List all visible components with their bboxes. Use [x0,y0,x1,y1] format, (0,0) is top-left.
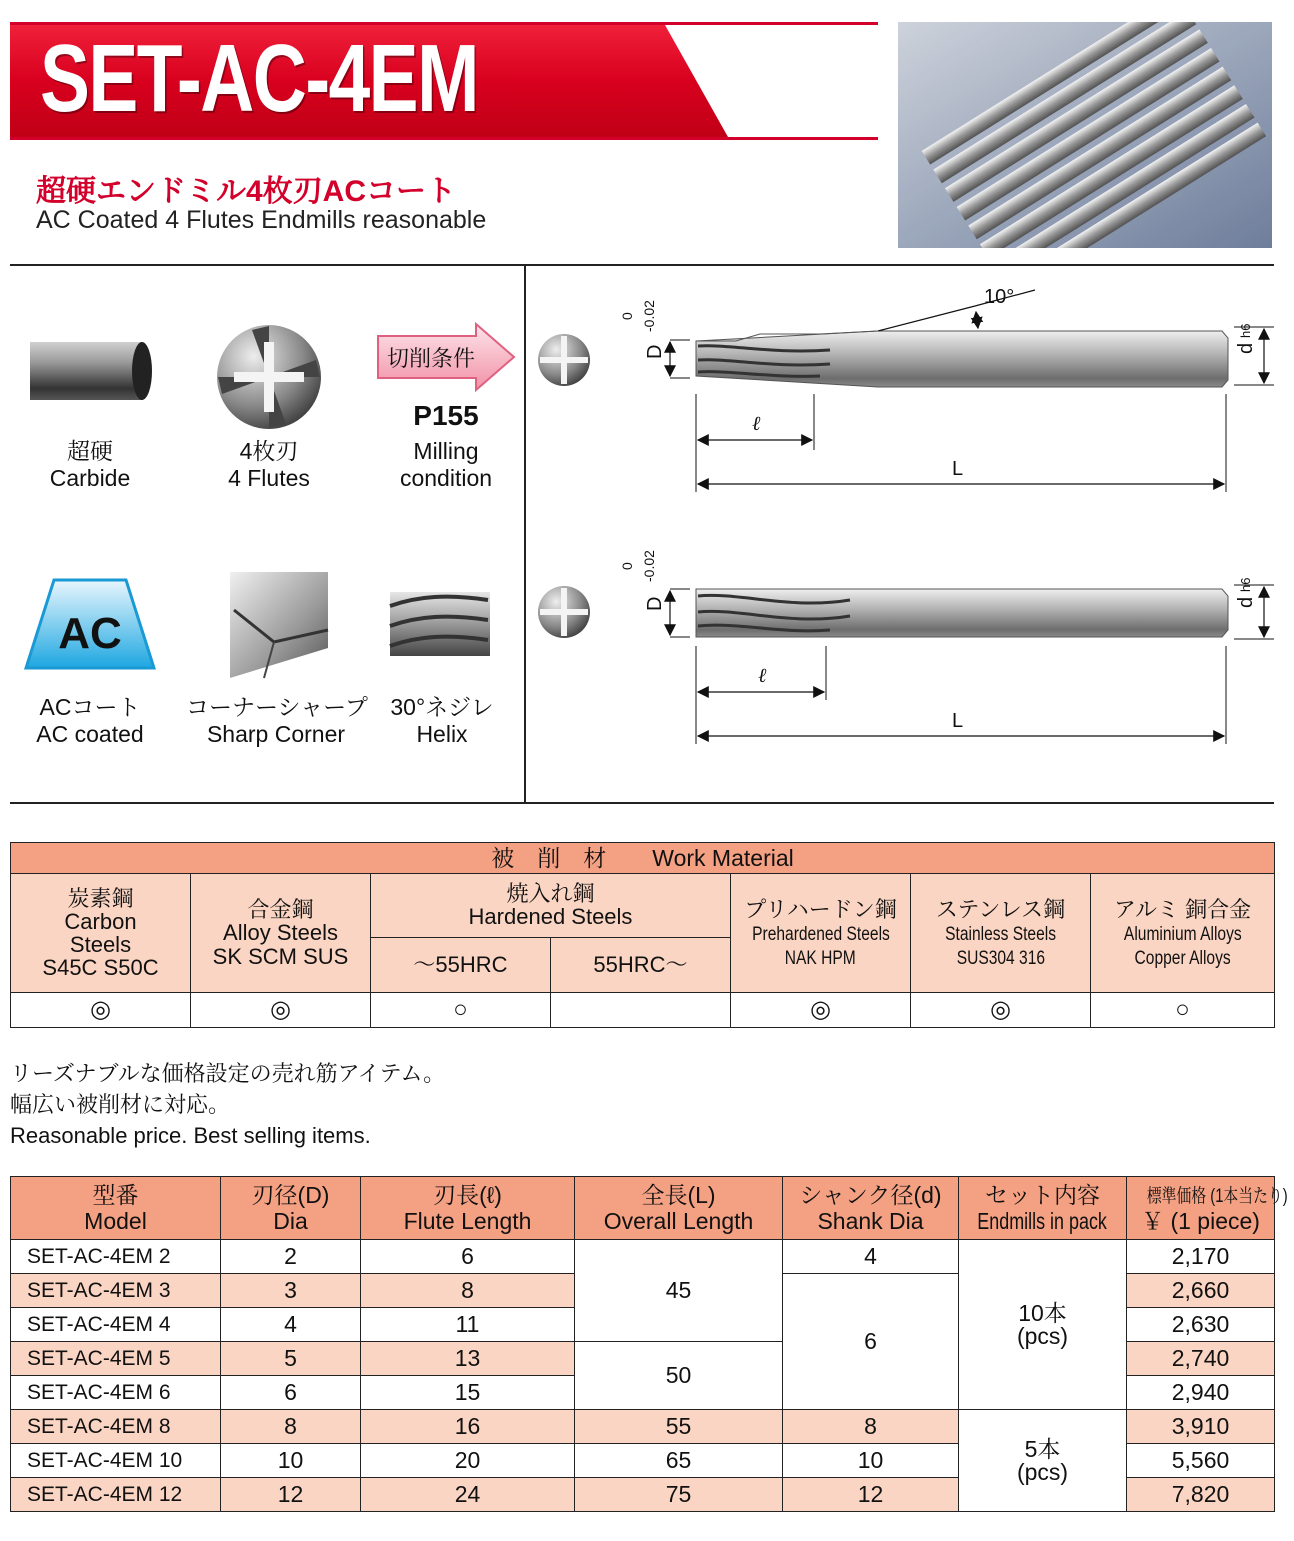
pack-group-1: 10本 (pcs) [959,1240,1127,1410]
feature-helix: 30°ネジレ Helix [390,694,494,747]
wm-stainless-steels: ステンレス鋼 Stainless Steels SUS304 316 [911,874,1091,993]
svg-text:L: L [952,458,964,480]
svg-text:ℓ: ℓ [752,411,761,435]
wm-aluminium-copper: アルミ 銅合金 Aluminium Alloys Copper Alloys [1091,874,1275,993]
wm-mark: ◎ [731,993,911,1028]
milling-condition-page[interactable]: P155 [413,400,479,431]
svg-text:D: D [644,344,666,359]
col-flute-length: 刃長(ℓ) Flute Length [361,1177,575,1240]
col-overall-length: 全長(L) Overall Length [575,1177,783,1240]
table-row: SET-AC-4EM 10 10 20 65 10 5,560 [11,1444,1275,1478]
description: リーズナブルな価格設定の売れ筋アイテム。 幅広い被削材に対応。 Reasonable price. Best selling items. [10,1061,446,1148]
overall-length-group-1: 45 [575,1240,783,1342]
table-row: SET-AC-4EM 4 4 11 2,630 [11,1308,1275,1342]
col-model: 型番 Model [11,1177,221,1240]
svg-text:h6: h6 [1238,323,1253,338]
table-row: SET-AC-4EM 8 8 16 55 8 5本 (pcs) 3,910 [11,1410,1275,1444]
wm-mark: ◎ [191,993,371,1028]
drawing-tapered [538,286,1274,492]
wm-mark: ○ [371,993,551,1028]
svg-text:-0.02: -0.02 [641,550,657,582]
overall-length-group-2: 50 [575,1342,783,1410]
table-row: SET-AC-4EM 6 6 15 2,940 [11,1376,1275,1410]
svg-text:0: 0 [619,312,635,320]
shank-group: 6 [783,1274,959,1410]
col-shank-dia: シャンク径(d) Shank Dia [783,1177,959,1240]
col-price: 標準価格 (1本当たり) ￥ (1 piece) [1127,1177,1275,1240]
wm-mark: ○ [1091,993,1275,1028]
endmill-drawings [530,270,1290,800]
svg-text:h6: h6 [1238,577,1253,592]
ac-coat-badge [24,578,156,670]
svg-text:ℓ: ℓ [758,663,767,687]
carbide-rod-icon [26,336,154,406]
drawing-straight [538,550,1274,744]
table-row: SET-AC-4EM 3 3 8 6 2,660 [11,1274,1275,1308]
four-flutes-icon [214,322,324,432]
wm-hardened-steels: 焼入れ鋼 Hardened Steels [371,874,731,938]
milling-condition-button[interactable] [376,322,516,392]
wm-hardened-under-55: ～55HRC [371,937,551,992]
table-row: SET-AC-4EM 12 12 24 75 12 7,820 [11,1478,1275,1512]
svg-text:d: d [1235,342,1257,354]
divider-top [10,264,1274,266]
price-table [10,1176,1288,1512]
divider-vertical [524,266,526,804]
wm-mark: ◎ [911,993,1091,1028]
svg-text:-0.02: -0.02 [641,300,657,332]
svg-text:D: D [644,596,666,611]
wm-alloy-steels: 合金鋼 Alloy Steels SK SCM SUS [191,874,371,993]
sharp-corner-icon [224,570,330,680]
table-row: SET-AC-4EM 2 2 6 45 4 10本 (pcs) 2,170 [11,1240,1275,1274]
table-row: SET-AC-4EM 5 5 13 50 2,740 [11,1342,1275,1376]
milling-condition-button-label: 切削条件 [386,347,476,372]
wm-carbon-steels: 炭素鋼 Carbon Steels S45C S50C [11,874,191,993]
page-title: SET-AC-4EM [40,25,478,132]
subtitle-jp: 超硬エンドミル4枚刃ACコート [36,175,457,208]
helix-icon [388,586,492,662]
svg-text:0: 0 [619,562,635,570]
col-dia: 刃径(D) Dia [221,1177,361,1240]
subtitle-en: AC Coated 4 Flutes Endmills reasonable [36,206,487,234]
angle-label: 10° [984,286,1015,308]
wm-mark [551,993,731,1028]
feature-sharp-corner: コーナーシャープ Sharp Corner [186,694,368,747]
milling-condition-label: Milling condition [399,438,493,491]
col-pack: セット内容 Endmills in pack [959,1177,1127,1240]
svg-text:d: d [1235,596,1257,608]
svg-text:L: L [952,710,964,732]
product-photo [898,22,1272,248]
feature-carbide: 超硬 Carbide [49,438,131,491]
wm-hardened-over-55: 55HRC～ [551,937,731,992]
divider-bottom [10,802,1274,804]
ac-badge-text: AC [58,609,122,658]
work-material-table [10,842,1275,1028]
wm-prehardened-steels: プリハードン鋼 Prehardened Steels NAK HPM [731,874,911,993]
wm-mark: ◎ [11,993,191,1028]
work-material-title: 被 削 材 Work Material [11,843,1275,874]
feature-4-flutes: 4枚刃 4 Flutes [228,438,310,491]
feature-ac-coated: ACコート AC coated [36,694,144,747]
pack-group-2: 5本 (pcs) [959,1410,1127,1512]
